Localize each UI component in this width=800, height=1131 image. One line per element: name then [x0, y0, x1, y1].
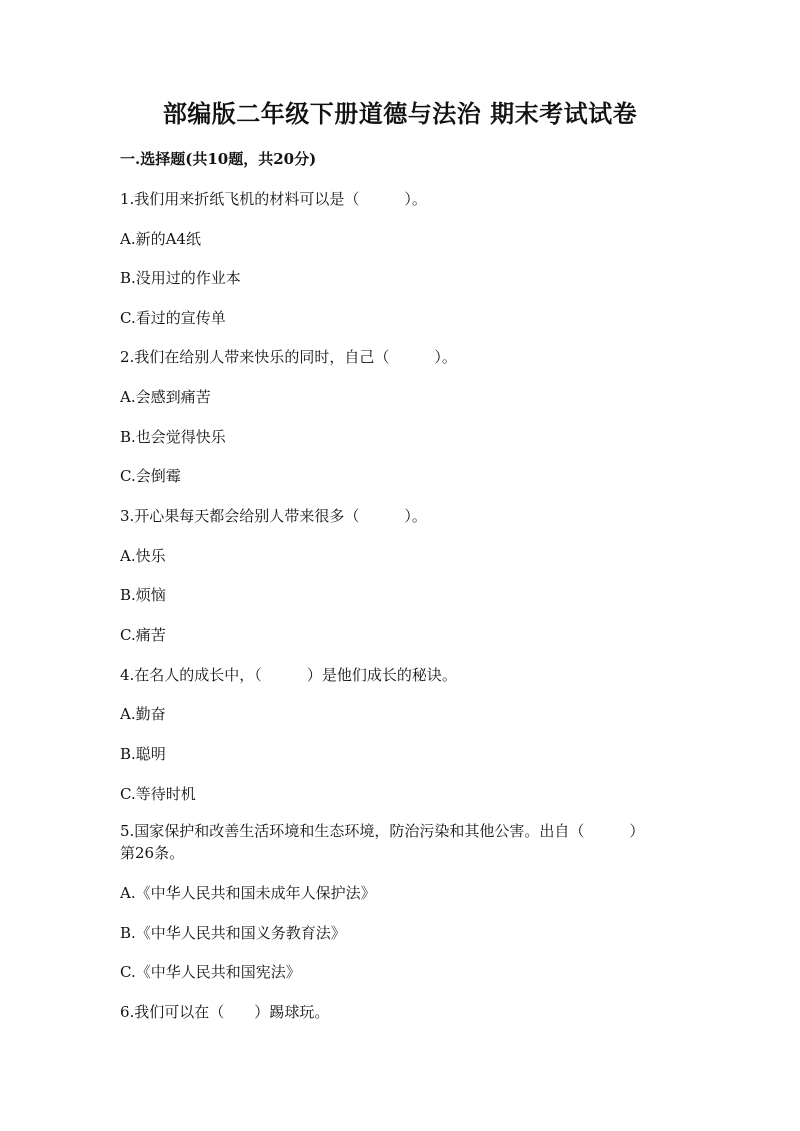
question-4-option-a: A.勤奋 — [120, 705, 166, 723]
question-1-option-b: B.没用过的作业本 — [120, 269, 241, 287]
question-5-option-a: A.《中华人民共和国未成年人保护法》 — [120, 884, 376, 902]
question-4-stem: 4.在名人的成长中，（ ）是他们成长的秘诀。 — [120, 666, 457, 684]
question-4-option-b: B.聪明 — [120, 745, 166, 763]
question-2-option-a: A.会感到痛苦 — [120, 388, 211, 406]
question-1-stem: 1.我们用来折纸飞机的材料可以是（ ）。 — [120, 190, 427, 208]
question-2-option-c: C.会倒霉 — [120, 467, 181, 485]
question-6-stem: 6.我们可以在（ ）踢球玩。 — [120, 1003, 330, 1021]
question-2-stem: 2.我们在给别人带来快乐的同时，自己（ ）。 — [120, 348, 457, 366]
question-5-option-b: B.《中华人民共和国义务教育法》 — [120, 924, 346, 942]
question-3-option-a: A.快乐 — [120, 547, 166, 565]
question-3-option-b: B.烦恼 — [120, 586, 166, 604]
exam-title: 部编版二年级下册道德与法治 期末考试试卷 — [162, 99, 638, 128]
section-heading: 一.选择题(共10题，共20分) — [120, 150, 317, 168]
question-1-option-c: C.看过的宣传单 — [120, 309, 226, 327]
question-3-stem: 3.开心果每天都会给别人带来很多（ ）。 — [120, 507, 427, 525]
question-4-option-c: C.等待时机 — [120, 785, 196, 803]
question-2-option-b: B.也会觉得快乐 — [120, 428, 226, 446]
question-5-option-c: C.《中华人民共和国宪法》 — [120, 963, 301, 981]
question-1-option-a: A.新的A4纸 — [120, 230, 201, 248]
question-3-option-c: C.痛苦 — [120, 626, 166, 644]
question-5-stem: 5.国家保护和改善生活环境和生态环境，防治污染和其他公害。出自（ ）第26条。 — [120, 822, 637, 862]
